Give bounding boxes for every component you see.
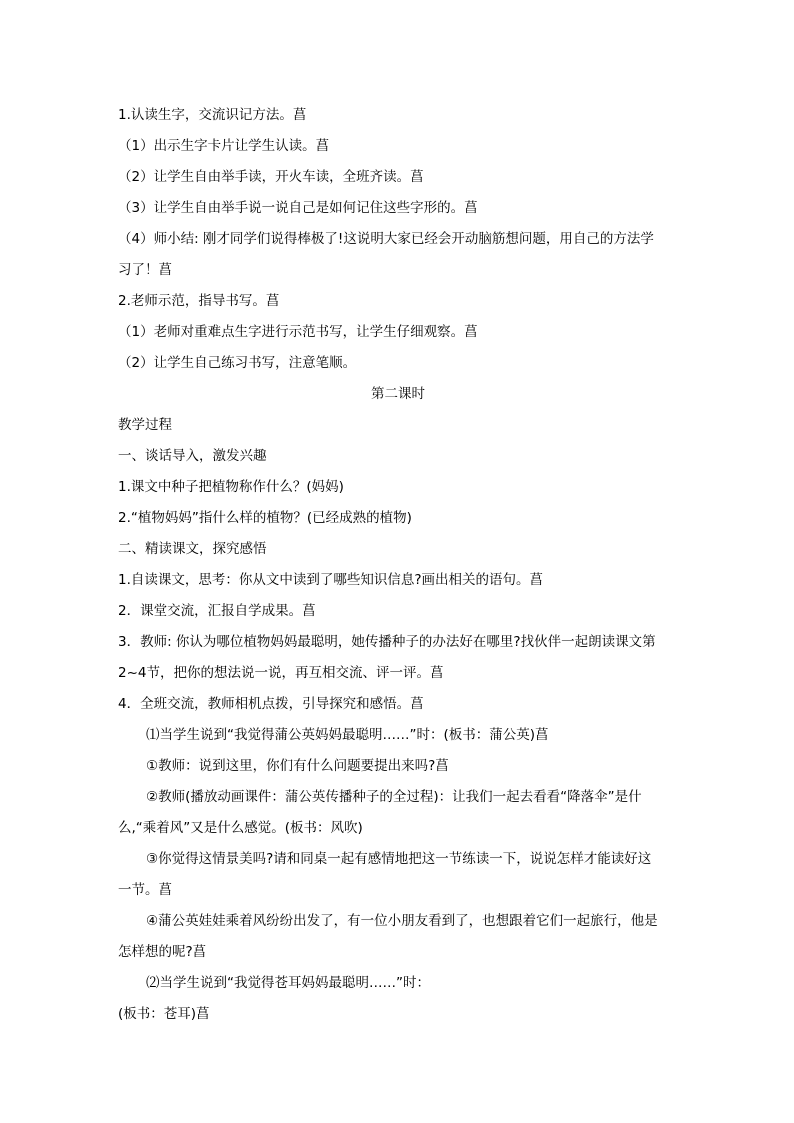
paragraph-line: 怎样想的呢?菖: [118, 944, 207, 960]
paragraph-line: 教学过程: [118, 417, 172, 433]
paragraph-line: 3．教师: 你认为哪位植物妈妈最聪明，她传播种子的办法好在哪里?找伙伴一起朗读课文第: [118, 634, 656, 650]
watermark-glyph: 菖: [410, 169, 424, 185]
paragraph-line: ⑵当学生说到“我觉得苍耳妈妈最聪明……”时：: [146, 975, 430, 991]
watermark-glyph: 菖: [192, 944, 207, 960]
paragraph-line: （2）让学生自由举手读，开火车读，全班齐读。菖: [118, 169, 424, 185]
paragraph-line: 二、精读课文，探究感悟: [118, 541, 267, 557]
paragraph-line: ⑴当学生说到“我觉得蒲公英妈妈最聪明……”时：(板书：蒲公英)菖: [146, 727, 549, 743]
watermark-glyph: 菖: [265, 293, 280, 309]
paragraph-line: 1.课文中种子把植物称作什么？(妈妈): [118, 479, 344, 495]
watermark-glyph: 菖: [535, 727, 549, 743]
watermark-glyph: 菖: [464, 200, 478, 216]
watermark-glyph: 菖: [529, 572, 544, 588]
watermark-glyph: 菖: [315, 138, 330, 154]
paragraph-line: ③你觉得这情景美吗?请和同桌一起有感情地把这一节练读一下，说说怎样才能读好这: [146, 851, 652, 867]
paragraph-line: ②教师(播放动画课件：蒲公英传播种子的全过程)：让我们一起去看看“降落伞”是什: [146, 789, 642, 805]
paragraph-line: 2~4节，把你的想法说一说，再互相交流、评一评。菖: [118, 665, 444, 681]
paragraph-line: ①教师：说到这里，你们有什么问题要提出来吗?菖: [146, 758, 449, 774]
paragraph-line: （3）让学生自由举手说一说自己是如何记住这些字形的。菖: [118, 200, 478, 216]
paragraph-line: ④蒲公英娃娃乘着风纷纷出发了，有一位小朋友看到了，也想跟着它们一起旅行，他是: [146, 913, 658, 929]
paragraph-line: 1.自读课文，思考：你从文中读到了哪些知识信息?画出相关的语句。菖: [118, 572, 544, 588]
watermark-glyph: 菖: [292, 107, 307, 123]
paragraph-line: (板书：苍耳)菖: [118, 1006, 210, 1022]
watermark-glyph: 菖: [464, 324, 478, 340]
document-page: [118, 100, 678, 1030]
paragraph-line: 一、谈话导入，激发兴趣: [118, 448, 267, 464]
paragraph-line: 2．课堂交流，汇报自学成果。菖: [118, 603, 316, 619]
paragraph-line: 4．全班交流，教师相机点拨，引导探究和感悟。菖: [118, 696, 424, 712]
watermark-glyph: 菖: [302, 603, 316, 619]
watermark-glyph: 菖: [158, 882, 172, 898]
paragraph-line: 么,“乘着风”又是什么感觉。(板书：风吹): [118, 820, 363, 836]
paragraph-line: 2.“植物妈妈”指什么样的植物？(已经成熟的植物): [118, 510, 412, 526]
section-heading: 第二课时: [371, 386, 425, 402]
paragraph-line: （2）让学生自己练习书写，注意笔顺。: [118, 355, 357, 371]
watermark-glyph: 菖: [196, 1006, 210, 1022]
paragraph-line: 习了！菖: [118, 262, 172, 278]
paragraph-line: 1.认读生字，交流识记方法。菖: [118, 107, 307, 123]
watermark-glyph: 菖: [410, 696, 424, 712]
paragraph-line: 一节。菖: [118, 882, 172, 898]
watermark-glyph: 菖: [430, 665, 444, 681]
watermark-glyph: 菖: [158, 262, 172, 278]
paragraph-line: （1）老师对重难点生字进行示范书写，让学生仔细观察。菖: [118, 324, 478, 340]
paragraph-line: （1）出示生字卡片让学生认读。菖: [118, 138, 330, 154]
paragraph-line: 2.老师示范，指导书写。菖: [118, 293, 280, 309]
watermark-glyph: 菖: [435, 758, 449, 774]
paragraph-line: （4）师小结: 刚才同学们说得棒极了!这说明大家已经会开动脑筋想问题，用自己的方法学: [118, 231, 654, 247]
